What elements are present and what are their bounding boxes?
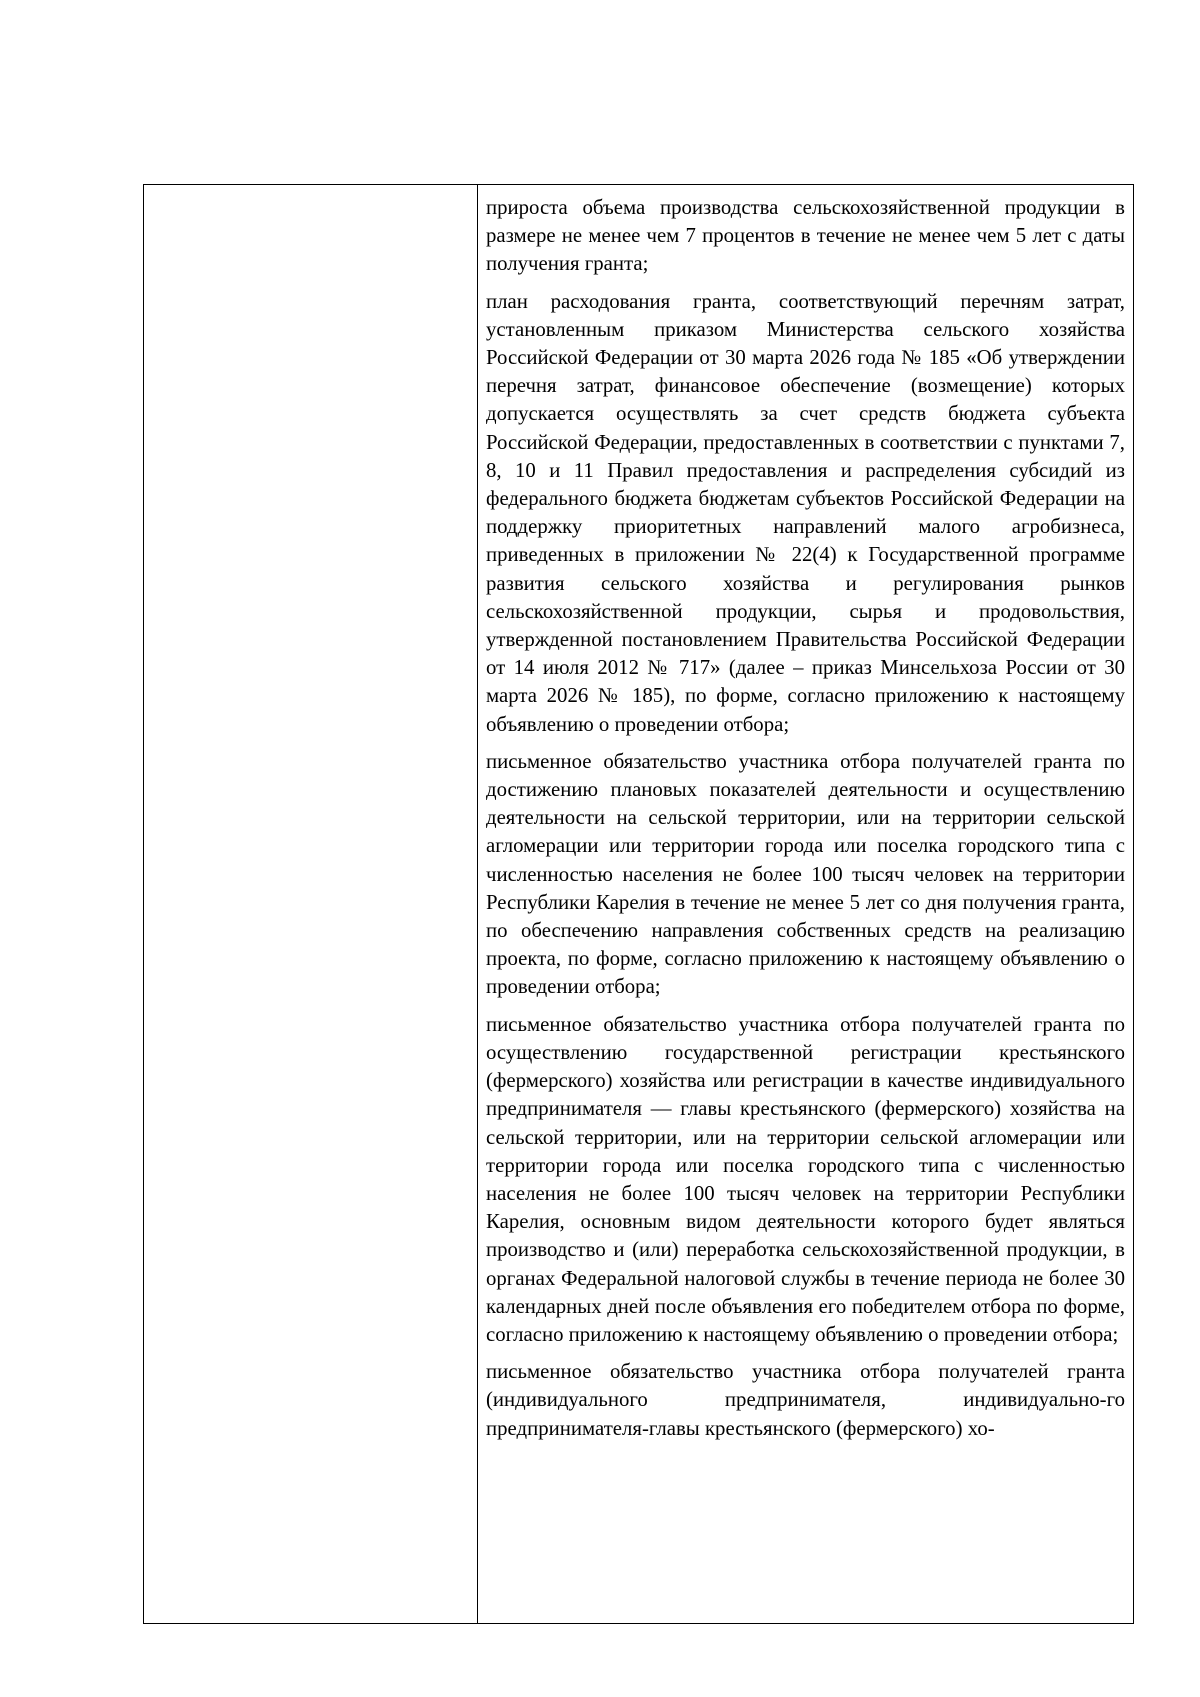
document-table xyxy=(143,184,1134,1624)
paragraph-entrepreneur-obligation: письменное обязательство участника отбора получателей гранта (индивидуального предпринимателя, индивидуально-го предпринимателя-главы крестьянского (фермерского) хо- xyxy=(486,1360,1125,1440)
table-left-cell xyxy=(144,185,478,1623)
paragraph-spending-plan: план расходования гранта, соответствующий перечням затрат, установленным приказом Министерства сельского хозяйства Российской Федерации от 30 марта 2026 года № 185 «Об утверждении перечня затрат, финансовое обеспечение (возмещение) которых допускается осуществлять за счет средств бюджета субъекта Российской Федерации, предоставленных в соответствии с пунктами 7, 8, 10 и 11 Правил предоставления и распределения субсидий из федерального бюджета бюджетам субъектов Российской Федерации на поддержку приоритетных направлений малого агробизнеса, приведенных в приложении № 22(4) к Государственной программе развития сельского хозяйства и регулирования рынков сельскохозяйственной продукции, сырья и продовольствия, утвержденной постановлением Правительства Российской Федерации от 14 июля 2012 № 717» (далее – приказ Минсельхоза России от 30 марта 2026 № 185), по форме, согласно приложению к настоящему объявлению о проведении отбора; xyxy=(486,289,1125,736)
paragraph-production-growth: прироста объема производства сельскохозяйственной продукции в размере не менее чем 7 процентов в течение не менее чем 5 лет с даты получения гранта; xyxy=(486,196,1125,276)
paragraph-activity-obligation: письменное обязательство участника отбора получателей гранта по достижению плановых показателей деятельности и осуществлению деятельности на сельской территории, или на территории сельской агломерации или территории города или поселка городского типа с численностью населения не более 100 тысяч человек на территории Республики Карелия в течение не менее 5 лет со дня получения гранта, по обеспечению направления собственных средств на реализацию проекта, по форме, согласно приложению к настоящему объявлению о проведении отбора; xyxy=(486,749,1125,999)
table-right-cell xyxy=(478,185,1133,1623)
paragraph-registration-obligation: письменное обязательство участника отбора получателей гранта по осуществлению государственной регистрации крестьянского (фермерского) хозяйства или регистрации в качестве индивидуального предпринимателя — главы крестьянского (фермерского) хозяйства на сельской территории, или на территории сельской агломерации или территории города или поселка городского типа с численностью населения не более 100 тысяч человек на территории Республики Карелия, основным видом деятельности которого будет являться производство и (или) переработка сельскохозяйственной продукции, в органах Федеральной налоговой службы в течение периода не более 30 календарных дней после объявления его победителем отбора по форме, согласно приложению к настоящему объявлению о проведении отбора; xyxy=(486,1012,1125,1346)
